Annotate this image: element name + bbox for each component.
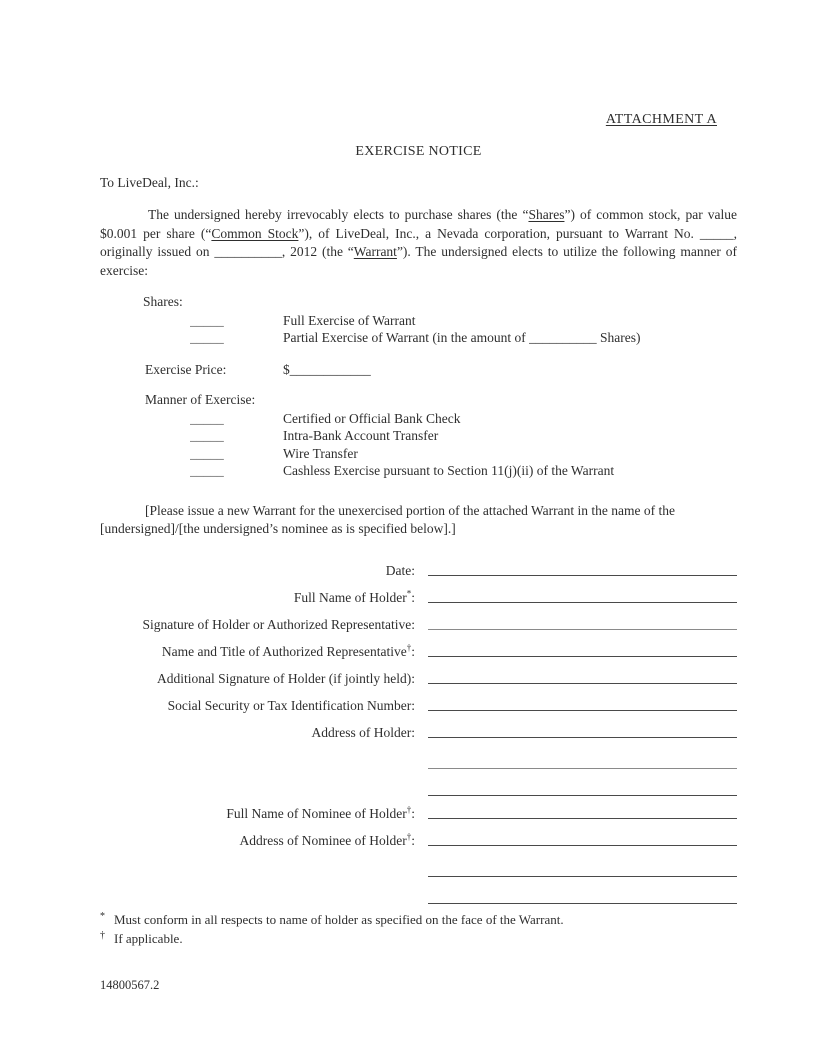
form-row-date xyxy=(100,552,737,579)
document-control-number: 14800567.2 xyxy=(100,978,160,992)
manner-option-row xyxy=(100,411,737,429)
holder-address-line xyxy=(428,737,737,738)
form-row-nominee-name xyxy=(100,795,737,822)
nominee-address-line-3 xyxy=(428,903,737,904)
footnotes xyxy=(100,910,737,948)
intro-seg6: ”). The undersigned elects to utilize the following manner of exercise: xyxy=(100,244,737,278)
nominee-address-label: Address of Nominee of Holder†: xyxy=(239,831,415,848)
salutation: To LiveDeal, Inc.: xyxy=(100,175,199,190)
additional-signature-label: Additional Signature of Holder (if jointly held): xyxy=(157,671,415,686)
dagger-marker: † xyxy=(100,930,105,941)
signature-form xyxy=(100,552,737,907)
additional-signature-line xyxy=(428,683,737,684)
form-row-address-cont xyxy=(100,745,737,772)
date-line xyxy=(428,575,737,576)
shares-heading: Shares: xyxy=(143,293,183,309)
dagger-mark: † xyxy=(406,831,412,842)
intro-seg5: , 2012 (the “ xyxy=(281,244,354,259)
signature-line xyxy=(428,629,737,630)
date-label: Date: xyxy=(385,563,415,578)
form-row-holder-address xyxy=(100,714,737,741)
asterisk-marker: * xyxy=(100,911,105,922)
nominee-note-paragraph: [Please issue a new Warrant for the unexercised portion of the attached Warrant in the name of the [undersigned]/[the undersigned’s nominee as is specified below].] xyxy=(100,502,676,536)
shares-option-row xyxy=(100,313,737,331)
dagger-mark: † xyxy=(406,642,412,653)
partial-exercise-label: Partial Exercise of Warrant (in the amount of __________ Shares) xyxy=(283,330,641,345)
rep-name-title-label: Name and Title of Authorized Representative†: xyxy=(161,642,415,659)
manner-option-row xyxy=(100,446,737,464)
nominee-name-line xyxy=(428,818,737,819)
form-row-nominee-address-cont xyxy=(100,880,737,907)
defined-term-common-stock: Common Stock xyxy=(211,225,299,241)
form-row-signature xyxy=(100,606,737,633)
ssn-line xyxy=(428,710,737,711)
bank-check-label: Certified or Official Bank Check xyxy=(283,410,461,426)
intro-seg3: ”), of LiveDeal, Inc., a Nevada corporation, pursuant to Warrant No. xyxy=(298,225,700,241)
cashless-exercise-label: Cashless Exercise pursuant to Section 11(j)(ii) of the Warrant xyxy=(283,463,615,478)
attachment-heading xyxy=(100,112,737,128)
nominee-name-label: Full Name of Nominee of Holder†: xyxy=(226,804,415,821)
ssn-label: Social Security or Tax Identification Number: xyxy=(167,698,415,713)
issue-date-blank: __________ xyxy=(214,244,282,259)
exercise-price-blank: $____________ xyxy=(283,361,371,377)
exercise-price-row xyxy=(100,362,737,378)
asterisk-mark: * xyxy=(406,588,412,599)
nominee-address-line xyxy=(428,845,737,846)
shares-option-row xyxy=(100,330,737,348)
wire-transfer-blank: _____ xyxy=(190,445,224,461)
manner-option-row xyxy=(100,463,737,481)
exercise-price-label: Exercise Price: xyxy=(145,361,227,377)
intro-seg1: The undersigned hereby irrevocably elects to purchase shares (the “ xyxy=(148,207,529,222)
footnote-conform xyxy=(100,910,737,929)
manner-option-row xyxy=(100,428,737,446)
form-row-ssn xyxy=(100,687,737,714)
bank-check-blank: _____ xyxy=(190,410,224,426)
intro-seg4: , originally issued on xyxy=(100,225,737,259)
attachment-label: ATTACHMENT A xyxy=(605,112,717,127)
holder-address-label: Address of Holder: xyxy=(311,725,415,740)
form-row-additional-signature xyxy=(100,660,737,687)
defined-term-shares: Shares xyxy=(528,207,565,222)
holder-address-line-3 xyxy=(428,795,737,796)
rep-name-title-line xyxy=(428,656,737,657)
page-content xyxy=(100,0,737,948)
intra-bank-label: Intra-Bank Account Transfer xyxy=(283,428,439,443)
dagger-mark: † xyxy=(406,804,412,815)
holder-name-line xyxy=(428,602,737,603)
manner-heading: Manner of Exercise: xyxy=(145,391,256,407)
full-exercise-blank: _____ xyxy=(190,312,224,328)
intro-paragraph xyxy=(100,206,737,280)
wire-transfer-label: Wire Transfer xyxy=(283,445,358,461)
cashless-exercise-blank: _____ xyxy=(190,463,224,478)
signature-label: Signature of Holder or Authorized Representative: xyxy=(142,617,415,632)
footnote-applicable xyxy=(100,929,737,948)
form-row-rep-name-title xyxy=(100,633,737,660)
intro-seg2: ”) of common stock, par value $0.001 per share (“ xyxy=(100,207,737,241)
holder-address-line-2 xyxy=(428,768,737,769)
full-exercise-label: Full Exercise of Warrant xyxy=(283,312,416,328)
form-row-nominee-address-cont xyxy=(100,853,737,880)
form-row-nominee-address xyxy=(100,822,737,849)
partial-exercise-blank: _____ xyxy=(190,330,224,345)
holder-name-label: Full Name of Holder*: xyxy=(293,588,415,605)
defined-term-warrant: Warrant xyxy=(353,244,397,259)
form-row-holder-name xyxy=(100,579,737,606)
footnote-text: Must conform in all respects to name of holder as specified on the face of the Warrant. xyxy=(114,912,564,927)
intra-bank-blank: _____ xyxy=(190,428,224,443)
nominee-address-line-2 xyxy=(428,876,737,877)
footnote-text: If applicable. xyxy=(114,931,183,946)
warrant-number-blank: _____ xyxy=(699,225,734,241)
document-title: EXERCISE NOTICE xyxy=(355,144,482,159)
